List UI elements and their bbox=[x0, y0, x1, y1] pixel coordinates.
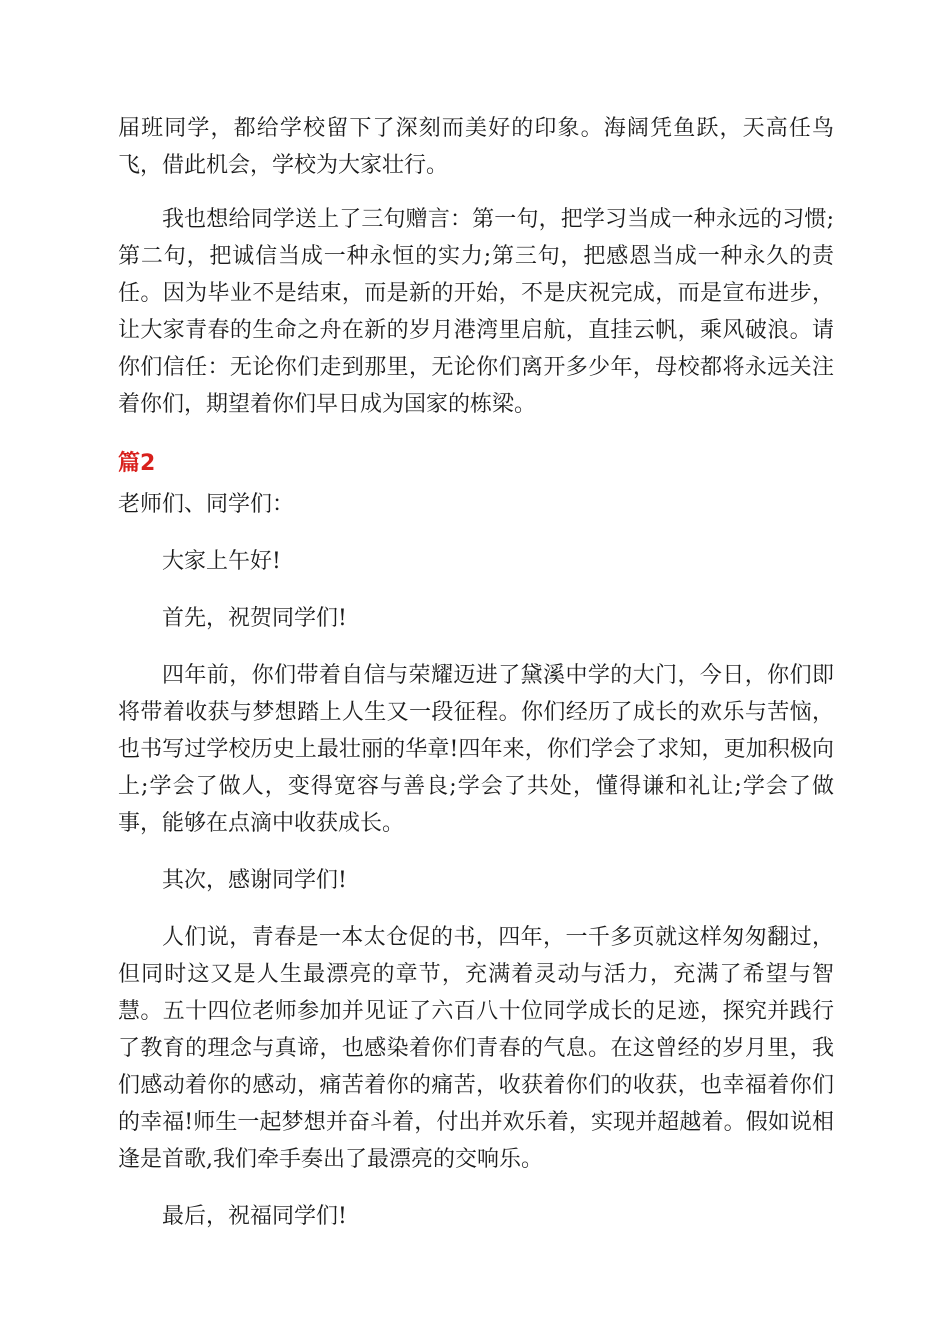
salutation: 老师们、同学们： bbox=[118, 492, 295, 517]
second-thanks: 其次，感谢同学们! bbox=[162, 868, 347, 893]
paragraph-youth: 人们说，青春是一本太仓促的书，四年，一千多页就这样匆匆翻过，但同时这又是人生最漂亮的章节，充满着灵动与活力，充满了希望与智慧。五十四位老师参加并见证了六百八十位同学成长的足迹，探究并践行了教育的理念与真谛，也感染着你们青春的气息。在这曾经的岁月里，我们感动着你的感动，痛苦着你的痛苦，收获着你们的收获，也幸福着你们的幸福!师生一起梦想并奋斗着，付出并欢乐着，实现并超越着。假如说相逢是首歌,我们牵手奏出了最漂亮的交响乐。 bbox=[118, 925, 834, 1172]
paragraph-farewell: 届班同学，都给学校留下了深刻而美好的印象。海阔凭鱼跃，天高任鸟飞，借此机会，学校为大家壮行。 bbox=[118, 116, 834, 178]
first-congratulate: 首先，祝贺同学们! bbox=[162, 606, 347, 631]
paragraph-four-years: 四年前，你们带着自信与荣耀迈进了黛溪中学的大门，今日，你们即将带着收获与梦想踏上人生又一段征程。你们经历了成长的欢乐与苦恼，也书写过学校历史上最壮丽的华章!四年来，你们学会了求知，更加积极向上;学会了做人，变得宽容与善良;学会了共处，懂得谦和礼让;学会了做事，能够在点滴中收获成长。 bbox=[118, 663, 834, 836]
section-heading: 篇2 bbox=[118, 451, 156, 476]
document-body bbox=[118, 110, 834, 1235]
last-blessing: 最后，祝福同学们! bbox=[162, 1204, 347, 1229]
greeting: 大家上午好! bbox=[162, 549, 281, 574]
paragraph-three-mottos: 我也想给同学送上了三句赠言：第一句，把学习当成一种永远的习惯;第二句，把诚信当成一种永恒的实力;第三句，把感恩当成一种永久的责任。因为毕业不是结束，而是新的开始，不是庆祝完成，而是宣布进步，让大家青春的生命之舟在新的岁月港湾里启航，直挂云帆，乘风破浪。请你们信任：无论你们走到那里，无论你们离开多少年，母校都将永远关注着你们，期望着你们早日成为国家的栋梁。 bbox=[118, 207, 834, 417]
